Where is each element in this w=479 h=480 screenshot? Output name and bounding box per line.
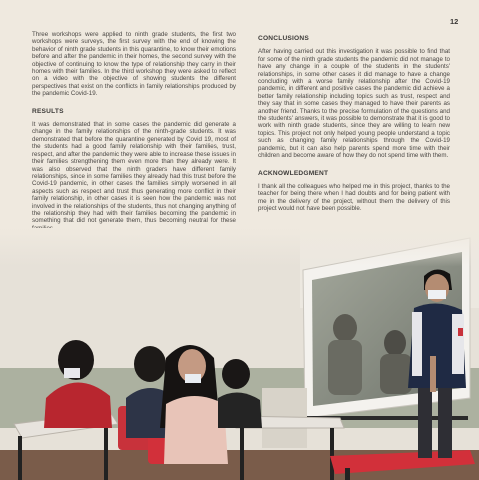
acknowledgment-paragraph: I thank all the colleagues who helped me in this project, thanks to the teacher for being there when I had doubts and for being patient with me in the delivery of the project, without them the delivery of this project would not have been possible. — [258, 182, 450, 213]
acknowledgment-heading: ACKNOWLEDGMENT — [258, 169, 329, 177]
results-heading: RESULTS — [32, 107, 64, 115]
conclusions-paragraph: After having carried out this investigation it was possible to find that for some of the ninth grade students the pandemic did not manage to have any change in a couple of the students in the students' relationships, in some other cases it did manage to have a change concluding with a worse family relationship after the Covid-19 pandemic, in different and positive cases the pandemic did achieve a better family relationship including topics such as trust, respect and they say that in some cases they managed to have their parents as another friend. Thanks to the precise formulation of the questions and the students' answers, it was possible to demonstrate that it is good to work with ninth grade students, since they are willing to learn new topics. This project not only helped young people understand a topic such as changing family relationships through the Covid-19 pandemic, but it can also help parents spend more time with their children and become aware of how they do not spend time with them. — [258, 48, 450, 160]
right-column — [258, 31, 450, 213]
classroom-photo — [0, 228, 479, 480]
conclusions-heading: CONCLUSIONS — [258, 35, 309, 42]
results-paragraph: It was demonstrated that in some cases the pandemic did generate a change in the family relationships of the ninth-grade students. It was demonstrated that before the quarantine generated by Covid 19, most of the students had a good family relationship with their families, trust, respect, and after the pandemic they were able to increase these issues in their families strengthening them even more than they already were. It was also observed that the ninth graders have different family relationships, since in some families they already had this trust before the Covid-19 pandemic, in other cases the families simply worsened in all aspects such as respect and trust thus generating more conflict in their family relationship, in other cases it is seen how the pandemic was not involved in the relationships of the students, thus not changing anything of the relationship they had with their families becoming the pandemic in something that did not generate them, thus becoming neutral for these — [32, 121, 236, 225]
page-number: 12 — [450, 17, 459, 26]
intro-paragraph: Three workshops were applied to ninth grade students, the first two workshops were surveys, the first survey with the end of knowing the behavior of ninth grade students in this quarantine, to know their emotions before and after the pandemic in their homes, the second survey with the objective of continuing to know the type of relationship they carry in their homes with their families. In the third workshop they were asked to reflect on a video with the objective of showing students the different perspectives that exist on the conflicts in family relationships produced by the pandemic Covid-19. — [32, 31, 236, 98]
classroom-photo-icon — [0, 228, 479, 480]
